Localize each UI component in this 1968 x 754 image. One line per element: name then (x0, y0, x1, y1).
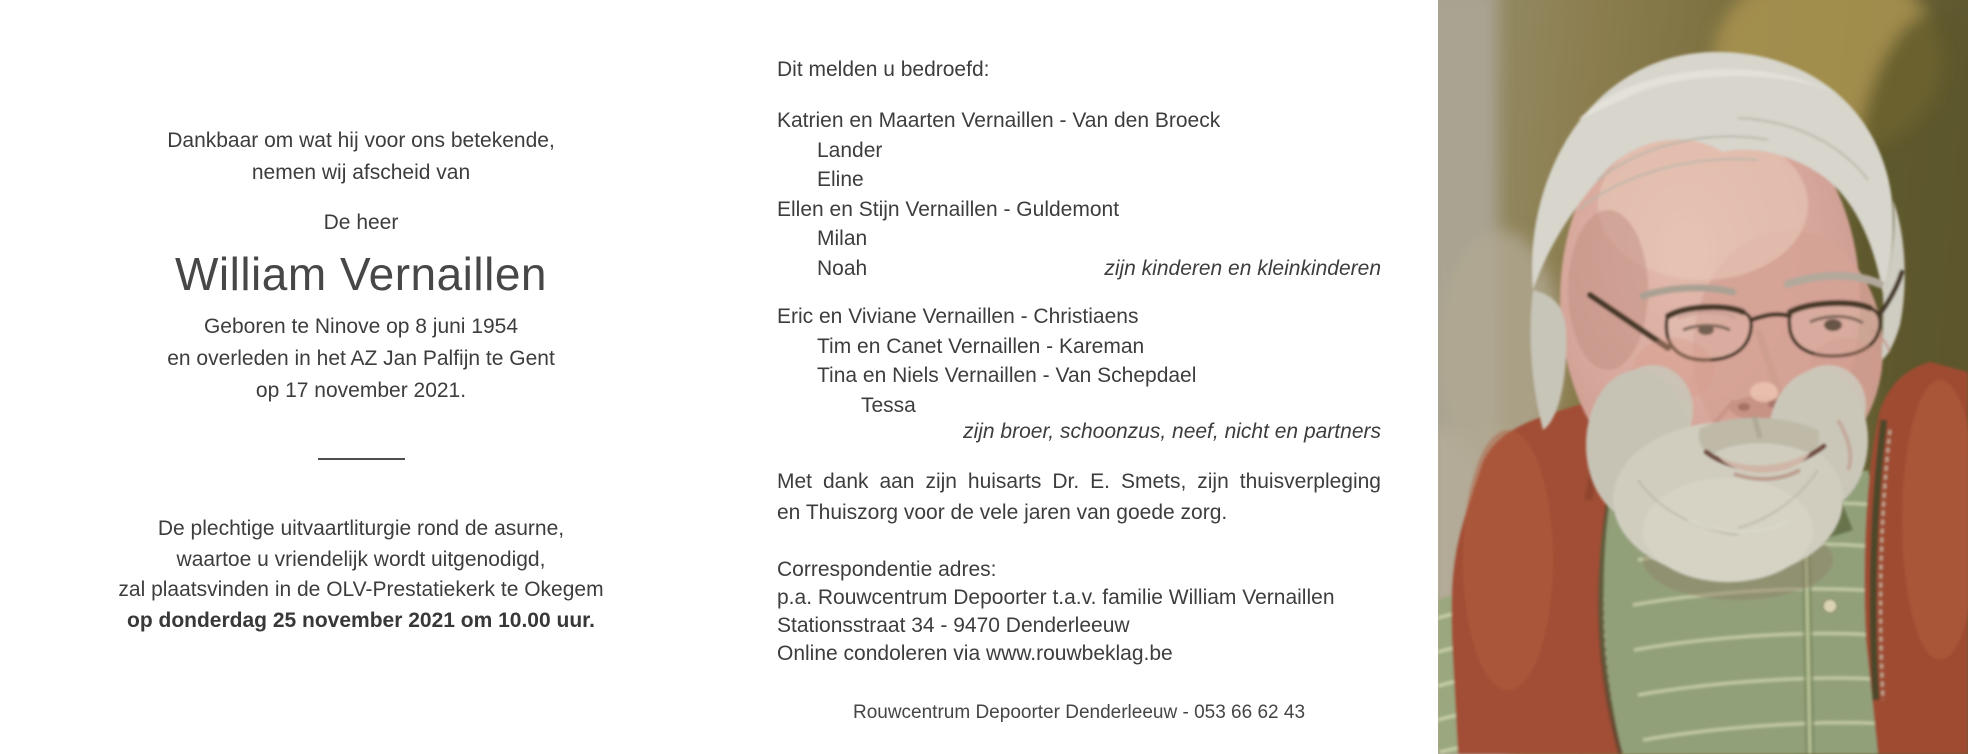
children-relation-note: zijn kinderen en kleinkinderen (1104, 256, 1381, 280)
family-group (777, 302, 1381, 420)
correspondence-block (777, 556, 1381, 668)
intro-text (36, 125, 686, 188)
salutation: De heer (323, 211, 399, 234)
ceremony-date-line: op donderdag 25 november 2021 om 10.00 uur. (127, 608, 595, 632)
portrait-photo-illustration (1438, 0, 1968, 754)
family-member: Tim en Canet Vernaillen - Kareman (817, 334, 1145, 358)
portrait-photo (1438, 0, 1968, 754)
family-member: Eric en Viviane Vernaillen - Christiaens (777, 305, 1139, 328)
death-line-1: en overleden in het AZ Jan Palfijn te Gent (167, 347, 555, 370)
family-member: Ellen en Stijn Vernaillen - Guldemont (777, 197, 1120, 221)
family-member: Lander (817, 138, 883, 162)
birth-line: Geboren te Ninove op 8 juni 1954 (203, 315, 519, 338)
online-condolence-line: Online condoleren via www.rouwbeklag.be (777, 642, 1173, 665)
correspondence-address-1: p.a. Rouwcentrum Depoorter t.a.v. familie William Vernaillen (777, 586, 1335, 609)
family-member: Tina en Niels Vernaillen - Van Schepdael (817, 364, 1197, 387)
children-group (777, 106, 1381, 283)
correspondence-header: Correspondentie adres: (777, 558, 997, 581)
ceremony-line-3: zal plaatsvinden in de OLV-Prestatiekerk te Okegem (118, 578, 604, 601)
announcement-header: Dit melden u bedroefd: (777, 58, 990, 81)
thanks-text (777, 466, 1381, 528)
ceremony-text (36, 514, 686, 636)
family-member: Tessa (861, 393, 916, 417)
family-member: Noah (817, 256, 868, 280)
ceremony-line-1: De plechtige uitvaartliturgie rond de asurne, (157, 517, 565, 540)
ceremony-line-2: waartoe u vriendelijk wordt uitgenodigd, (176, 547, 546, 571)
correspondence-address-2: Stationsstraat 34 - 9470 Denderleeuw (777, 614, 1130, 637)
life-dates (36, 311, 686, 407)
funeral-home-footer: Rouwcentrum Depoorter Denderleeuw - 053 66 62 43 (852, 702, 1306, 723)
family-member: Milan (817, 227, 868, 250)
intro-line-2: nemen wij afscheid van (251, 160, 471, 184)
family-member-with-note (777, 254, 1381, 284)
deceased-name: William Vernaillen (174, 248, 547, 300)
divider-rule (318, 458, 405, 460)
family-member: Eline (817, 168, 864, 191)
family-relation-note: zijn broer, schoonzus, neef, nicht en partners (963, 420, 1381, 443)
family-member: Katrien en Maarten Vernaillen - Van den Broeck (777, 109, 1221, 132)
death-line-2: op 17 november 2021. (255, 379, 467, 402)
intro-line-1: Dankbaar om wat hij voor ons betekende, (167, 129, 555, 152)
thanks-line-2: en Thuiszorg voor de vele jaren van goede zorg. (777, 501, 1228, 524)
thanks-line-1: Met dank aan zijn huisarts Dr. E. Smets, zijn thuisverpleging (777, 470, 1381, 493)
